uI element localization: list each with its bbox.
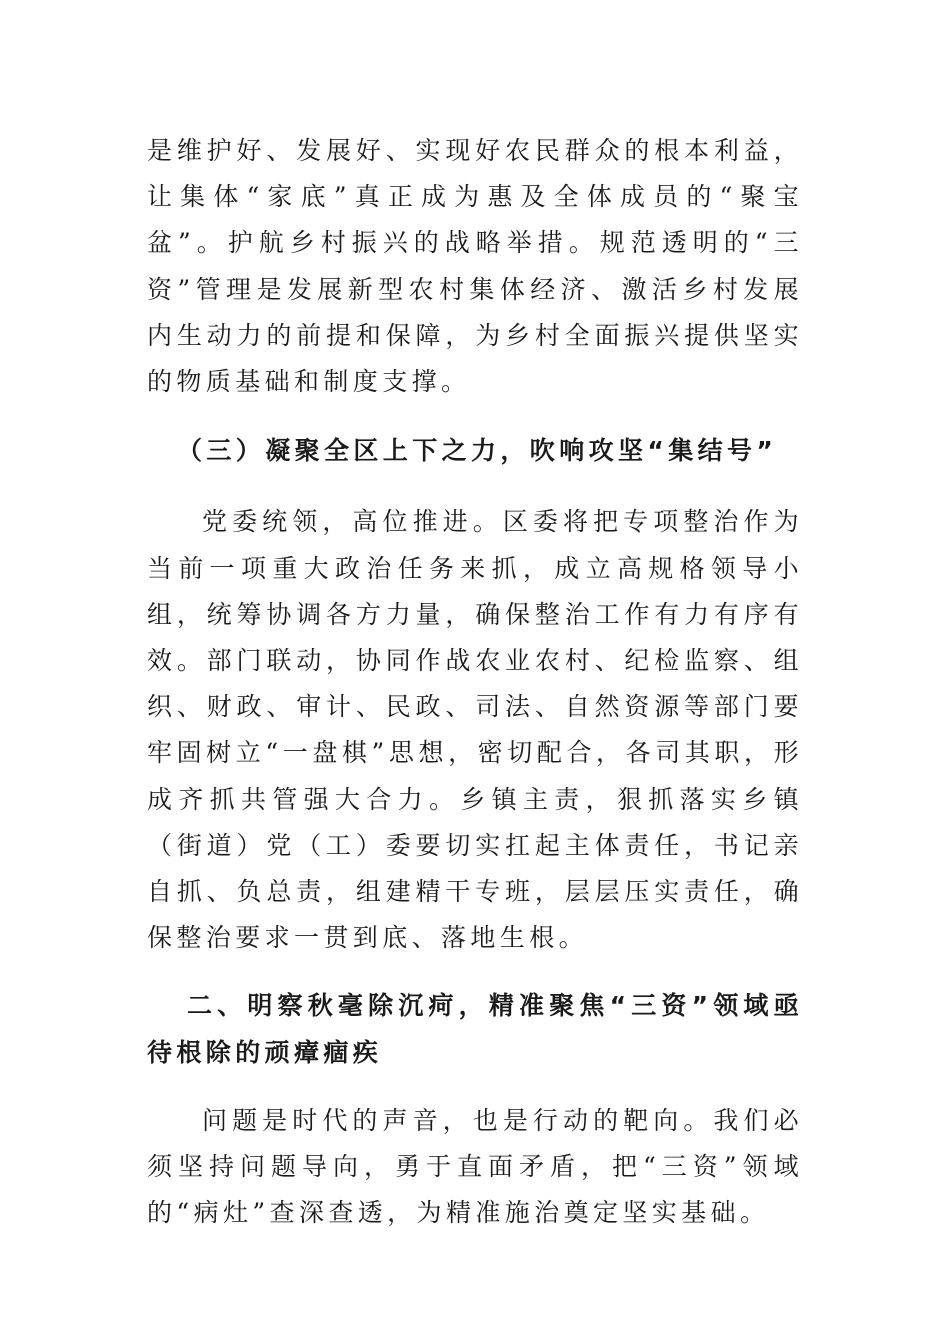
body-paragraph-3: 问题是时代的声音，也是行动的靶向。我们必须坚持问题导向，勇于直面矛盾，把“三资”领域的“病灶”查深查透，为精准施治奠定坚实基础。 bbox=[147, 1105, 803, 1228]
body-paragraph-1: 是维护好、发展好、实现好农民群众的根本利益，让集体“家底”真正成为惠及全体成员的“聚宝盆”。护航乡村振兴的战略举措。规范透明的“三资”管理是发展新型农村集体经济、激活乡村发展内生动力的前提和保障，为乡村全面振兴提供坚实的物质基础和制度支撑。 bbox=[147, 136, 803, 397]
section-heading-3: （三）凝聚全区上下之力，吹响攻坚“集结号” bbox=[177, 436, 778, 466]
chapter-heading-2: 二、明察秋毫除沉疴，精准聚焦“三资”领域亟待根除的顽瘴痼疾 bbox=[147, 991, 803, 1067]
document-body bbox=[147, 128, 803, 1236]
body-paragraph-2: 党委统领，高位推进。区委将把专项整治作为当前一项重大政治任务来抓，成立高规格领导小组，统筹协调各方力量，确保整治工作有力有序有效。部门联动，协同作战农业农村、纪检监察、组织、财政、审计、民政、司法、自然资源等部门要牢固树立“一盘棋”思想，密切配合，各司其职，形成齐抓共管强大合力。乡镇主责，狠抓落实乡镇（街道）党（工）委要切实扛起主体责任，书记亲自抓、负总责，组建精干专班，层层压实责任，确保整治要求一贯到底、落地生根。 bbox=[147, 507, 803, 953]
